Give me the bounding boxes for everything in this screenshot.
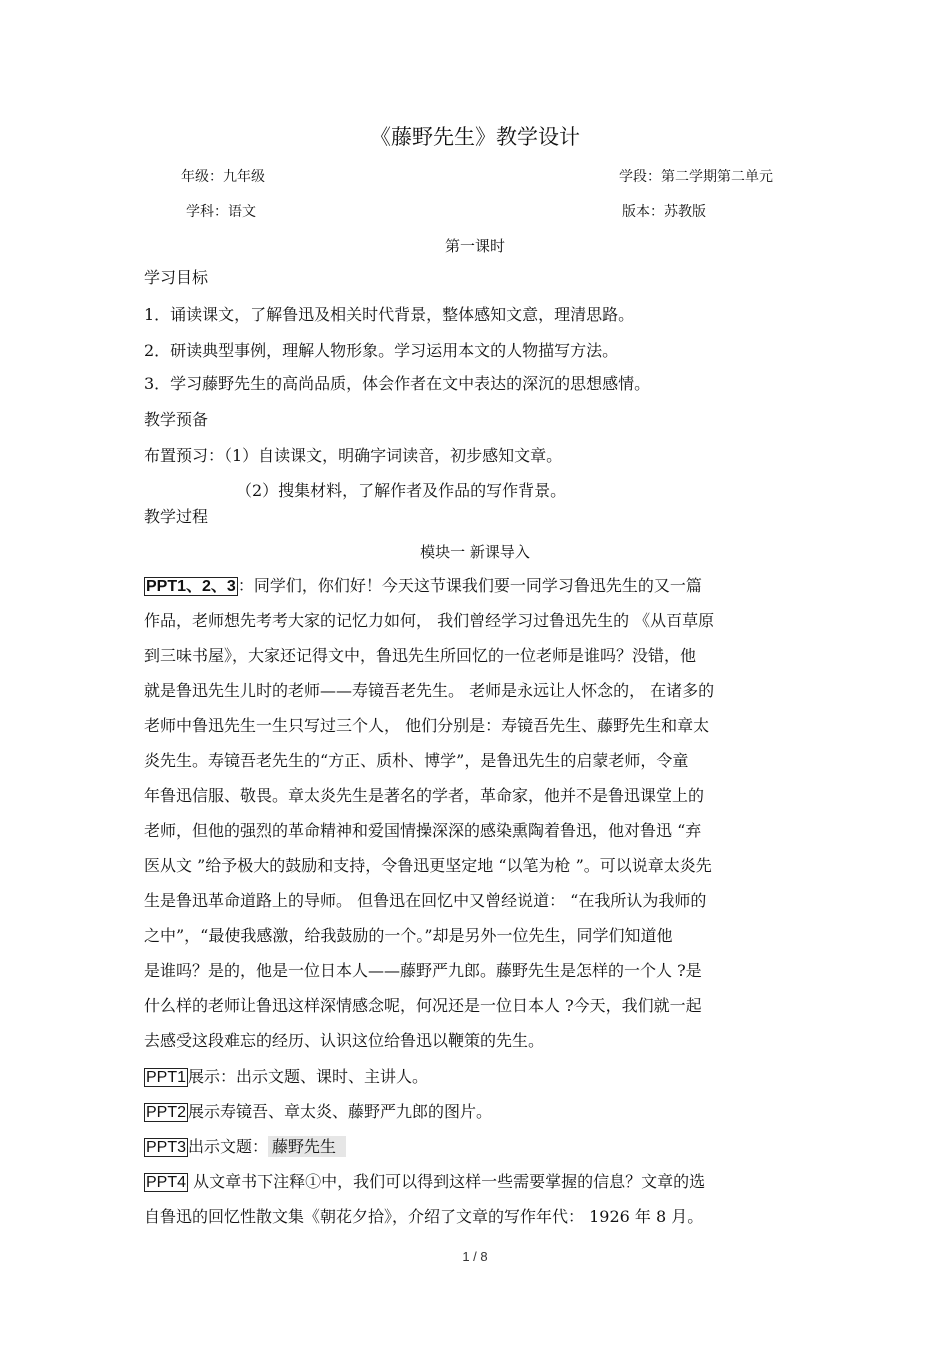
slide-line-ppt4 [144, 1172, 705, 1193]
intro-line: 之中”，“最使我感激，给我鼓励的一个。”却是另外一位先生，同学们知道他 [144, 926, 673, 945]
intro-line: 到三味书屋》，大家还记得文中，鲁迅先生所回忆的一位老师是谁吗？没错，他 [144, 646, 697, 665]
semester-label: 学段：第二学期第二单元 [619, 169, 773, 185]
lesson-heading: 第一课时 [444, 237, 505, 255]
slide-text: 出示文题： [188, 1137, 269, 1156]
goal-item: 2．研读典型事例，理解人物形象。学习运用本文的人物描写方法。 [144, 341, 619, 360]
highlighted-title: 藤野先生 [268, 1136, 346, 1157]
prep-item: （2）搜集材料，了解作者及作品的写作背景。 [236, 481, 567, 500]
intro-text: ：同学们，你们好！今天这节课我们要一同学习鲁迅先生的又一篇 [237, 576, 702, 595]
ppt-tag: PPT3 [146, 1139, 187, 1156]
intro-line: 什么样的老师让鲁迅这样深情感念呢，何况还是一位日本人 ?今天，我们就一起 [144, 996, 702, 1015]
ppt-tag: PPT1、2、3 [146, 578, 236, 595]
prep-item: 布置预习：（1）自读课文，明确字词读音，初步感知文章。 [144, 446, 563, 465]
ppt-tag: PPT4 [146, 1174, 187, 1191]
intro-line: 老师中鲁迅先生一生只写过三个人， 他们分别是：寿镜吾先生、藤野先生和章太 [144, 716, 710, 735]
module-heading: 模块一 新课导入 [420, 543, 530, 561]
subject-label: 学科：语文 [186, 204, 256, 220]
slide-line-ppt2 [144, 1102, 492, 1123]
goal-item: 3．学习藤野先生的高尚品质，体会作者在文中表达的深沉的思想感情。 [144, 374, 651, 393]
intro-line: 炎先生。寿镜吾老先生的“方正、质朴、博学”，是鲁迅先生的启蒙老师，令童 [144, 751, 689, 770]
body-line: 自鲁迅的回忆性散文集《朝花夕拾》，介绍了文章的写作年代： 1926 年 8 月。 [144, 1207, 704, 1226]
page-number: 1 / 8 [462, 1249, 488, 1264]
ppt-tag: PPT2 [146, 1104, 187, 1121]
edition-label: 版本：苏教版 [622, 204, 706, 220]
grade-label: 年级：九年级 [181, 169, 265, 185]
intro-line: 去感受这段难忘的经历、认识这位给鲁迅以鞭策的先生。 [144, 1031, 545, 1050]
slide-line-ppt3 [144, 1137, 346, 1158]
slide-text: 展示寿镜吾、章太炎、藤野严九郎的图片。 [188, 1102, 493, 1121]
intro-line: 就是鲁迅先生儿时的老师——寿镜吾老先生。 老师是永远让人怀念的， 在诸多的 [144, 681, 715, 700]
prep-heading: 教学预备 [144, 410, 209, 429]
intro-line: 医从文 ”给予极大的鼓励和支持，令鲁迅更坚定地 “以笔为枪 ”。可以说章太炎先 [144, 856, 712, 875]
intro-line: 年鲁迅信服、敬畏。章太炎先生是著名的学者，革命家，他并不是鲁迅课堂上的 [144, 786, 705, 805]
slide-text: 从文章书下注释①中，我们可以得到这样一些需要掌握的信息？文章的选 [188, 1172, 706, 1191]
process-heading: 教学过程 [144, 507, 209, 526]
document-title: 《藤野先生》教学设计 [370, 125, 580, 149]
intro-first-line [144, 576, 702, 597]
intro-line: 生是鲁迅革命道路上的导师。 但鲁迅在回忆中又曾经说道： “在我所认为我师的 [144, 891, 707, 910]
goals-heading: 学习目标 [144, 268, 209, 287]
goal-item: 1．诵读课文，了解鲁迅及相关时代背景，整体感知文意，理清思路。 [144, 305, 635, 324]
intro-line: 老师，但他的强烈的革命精神和爱国情操深深的感染熏陶着鲁迅，他对鲁迅 “弃 [144, 821, 702, 840]
slide-line-ppt1 [144, 1067, 428, 1088]
ppt-tag: PPT1 [146, 1069, 187, 1086]
intro-line: 是谁吗？是的，他是一位日本人——藤野严九郎。藤野先生是怎样的一个人 ?是 [144, 961, 702, 980]
slide-text: 展示：出示文题、课时、主讲人。 [188, 1067, 429, 1086]
intro-line: 作品，老师想先考考大家的记忆力如何， 我们曾经学习过鲁迅先生的 《从百草原 [144, 611, 715, 630]
